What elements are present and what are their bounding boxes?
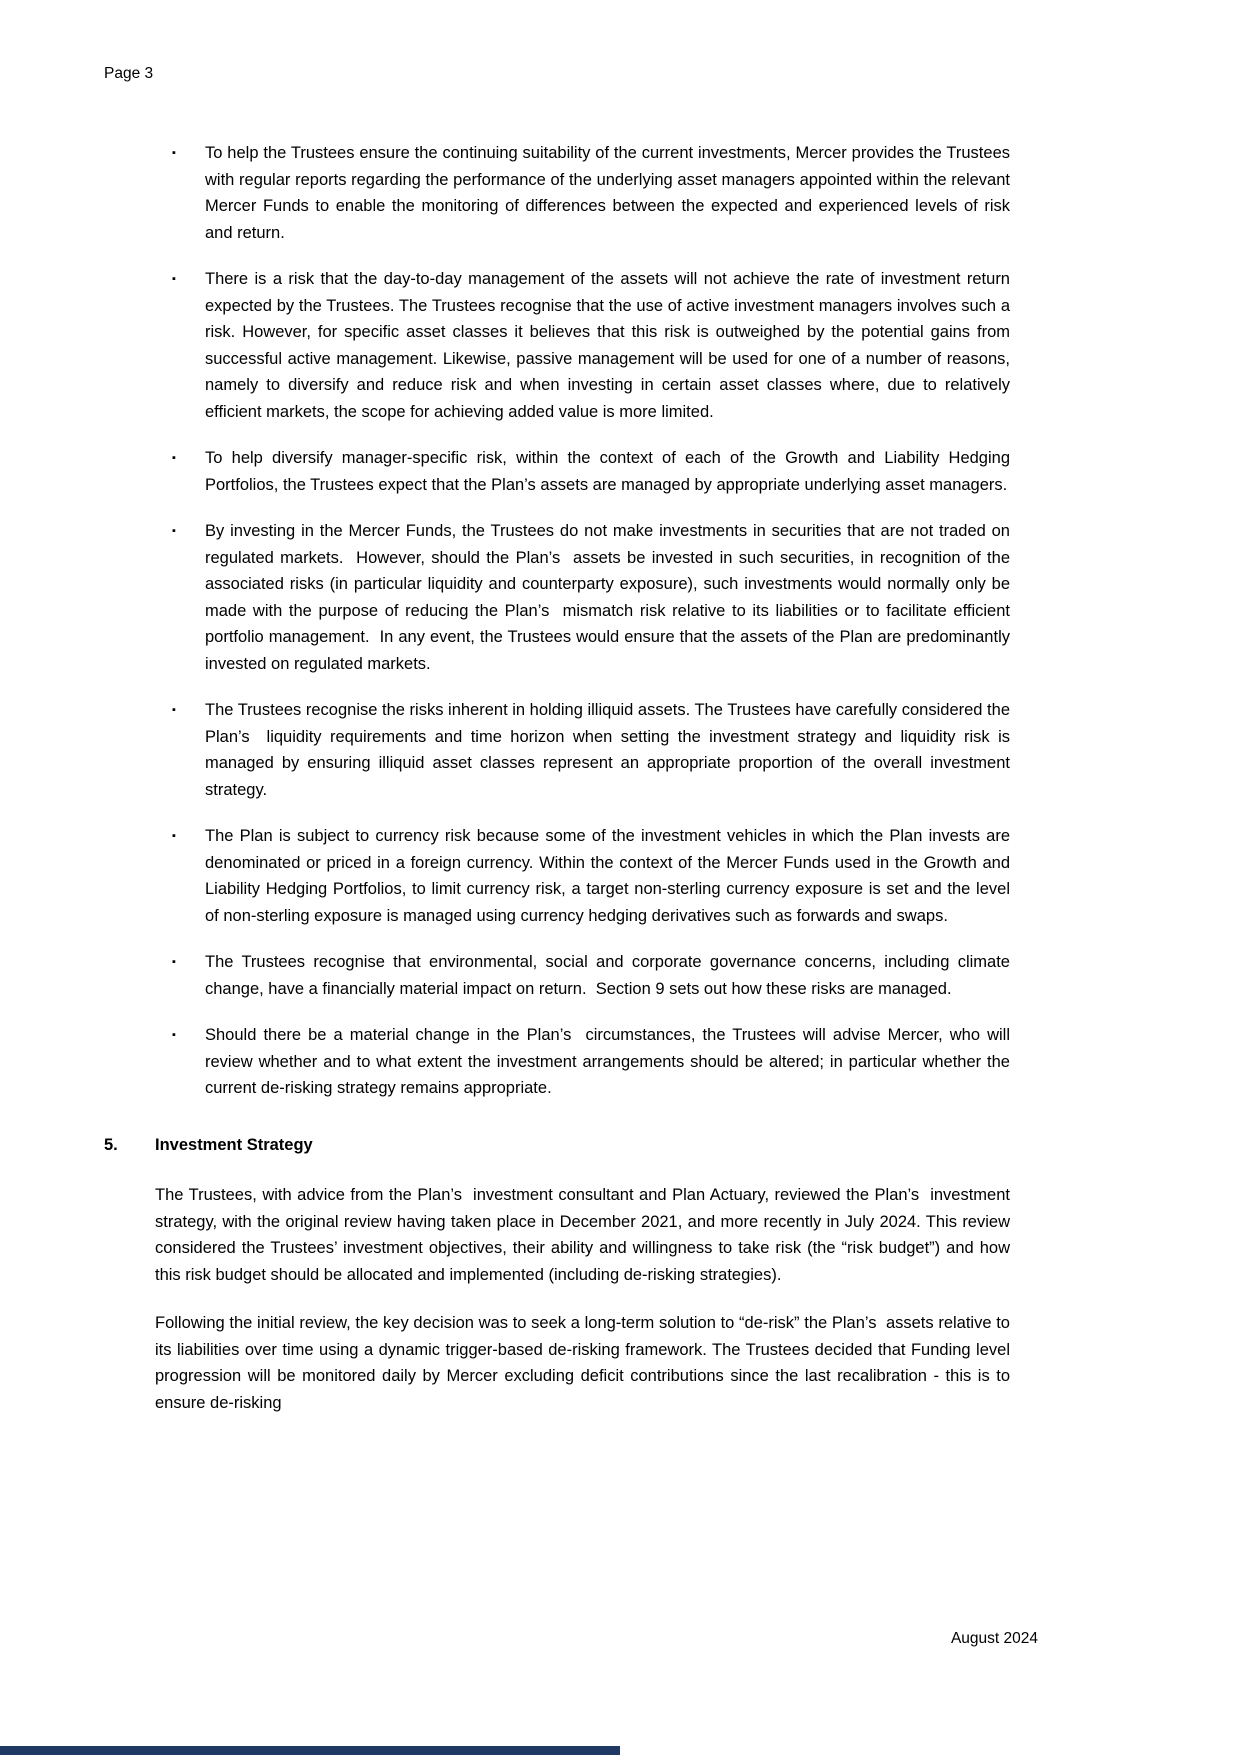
bullet-text: The Trustees recognise that environmental, social and corporate governance concerns, including climate change, have a financially material impact on return. Section 9 sets out how these risks are managed. bbox=[205, 953, 1010, 998]
bullet-text: To help the Trustees ensure the continuing suitability of the current investments, Mercer provides the Trustees with regular reports regarding the performance of the underlying asset managers appointed within the relevant Mercer Funds to enable the monitoring of differences between the expected and experienced levels of risk and return. bbox=[205, 144, 1010, 242]
bullet-square-icon: ▪ bbox=[172, 525, 176, 537]
section-title: Investment Strategy bbox=[155, 1135, 313, 1154]
bullet-text: The Plan is subject to currency risk because some of the investment vehicles in which the Plan invests are denominated or priced in a foreign currency. Within the context of the Mercer Funds used in the Growth and Liability Hedging Portfolios, to limit currency risk, a target non-sterling currency exposure is set and the level of non-sterling exposure is managed using currency hedging derivatives such as forwards and swaps. bbox=[205, 827, 1010, 925]
bullet-item bbox=[104, 697, 1010, 803]
footer-date: August 2024 bbox=[950, 1630, 1038, 1647]
bullet-square-icon: ▪ bbox=[172, 704, 176, 716]
bullet-square-icon: ▪ bbox=[172, 1029, 176, 1041]
bullet-text: The Trustees recognise the risks inherent in holding illiquid assets. The Trustees have carefully considered the Plan’s liquidity requirements and time horizon when setting the investment strategy and liquidity risk is managed by ensuring illiquid asset classes represent an appropriate proportion of the overall investment strategy. bbox=[205, 701, 1010, 799]
bullet-text: To help diversify manager-specific risk, within the context of each of the Growth and Liability Hedging Portfolios, the Trustees expect that the Plan’s assets are managed by appropriate underlying asset managers. bbox=[205, 449, 1010, 494]
bullet-square-icon: ▪ bbox=[172, 830, 176, 842]
bullet-item bbox=[104, 266, 1010, 425]
bullet-item bbox=[104, 518, 1010, 677]
bullet-square-icon: ▪ bbox=[172, 147, 176, 159]
bullet-item bbox=[104, 1022, 1010, 1102]
page-number-label: Page 3 bbox=[104, 65, 154, 82]
bullet-item bbox=[104, 823, 1010, 929]
section-heading bbox=[104, 1132, 1010, 1159]
bullet-square-icon: ▪ bbox=[172, 452, 176, 464]
bullet-text: There is a risk that the day-to-day management of the assets will not achieve the rate of investment return expected by the Trustees. The Trustees recognise that the use of active investment managers involves such a risk. However, for specific asset classes it believes that this risk is outweighed by the potential gains from successful active management. Likewise, passive management will be used for one of a number of reasons, namely to diversify and reduce risk and when investing in certain asset classes where, due to relatively efficient markets, the scope for achieving added value is more limited. bbox=[205, 270, 1010, 421]
bullet-square-icon: ▪ bbox=[172, 956, 176, 968]
bullet-item bbox=[104, 949, 1010, 1002]
bullet-text: Should there be a material change in the Plan’s circumstances, the Trustees will advise Mercer, who will review whether and to what extent the investment arrangements should be altered; in particular whether the current de-risking strategy remains appropriate. bbox=[205, 1026, 1010, 1097]
page-content bbox=[104, 140, 1010, 1438]
bullet-text: By investing in the Mercer Funds, the Trustees do not make investments in securities that are not traded on regulated markets. However, should the Plan’s assets be invested in such securities, in recognition of the associated risks (in particular liquidity and counterparty exposure), such investments would normally only be made with the purpose of reducing the Plan’s mismatch risk relative to its liabilities or to facilitate efficient portfolio management. In any event, the Trustees would ensure that the assets of the Plan are predominantly invested on regulated markets. bbox=[205, 522, 1010, 673]
body-paragraph: The Trustees, with advice from the Plan’s investment consultant and Plan Actuary, reviewed the Plan’s investment strategy, with the original review having taken place in December 2021, and more recently in July 2024. This review considered the Trustees’ investment objectives, their ability and willingness to take risk (the “risk budget”) and how this risk budget should be allocated and implemented (including de-risking strategies). bbox=[155, 1186, 1010, 1284]
section-number: 5. bbox=[104, 1135, 118, 1154]
bullet-item bbox=[104, 140, 1010, 246]
body-paragraph: Following the initial review, the key decision was to seek a long-term solution to “de-risk” the Plan’s assets relative to its liabilities over time using a dynamic trigger-based de-risking framework. The Trustees decided that Funding level progression will be monitored daily by Mercer excluding deficit contributions since the last recalibration - this is to ensure de-risking bbox=[155, 1314, 1010, 1412]
footer-accent-bar bbox=[0, 1746, 620, 1755]
bullet-square-icon: ▪ bbox=[172, 273, 176, 285]
bullet-item bbox=[104, 445, 1010, 498]
